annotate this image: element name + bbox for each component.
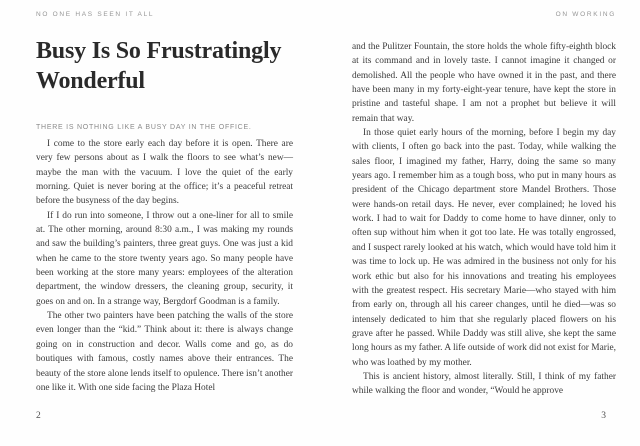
body-paragraph: and the Pulitzer Fountain, the store holds the whole fifty-eighth block at its command and in lovely taste. I cannot imagine it changed or demolished. All the people who have owned it in the past, and there have been many in my forty-eight-year tenure, have kept the store in pristine and tasteful shape. I am not a prophet but believe it will remain that way. [352, 42, 616, 124]
chapter-title-line-2: Wonderful [36, 68, 145, 94]
right-page [352, 0, 616, 446]
right-page-body [352, 40, 616, 399]
left-page [36, 0, 293, 446]
body-paragraph: In those quiet early hours of the morning, before I begin my day with clients, I often go back into the past. Today, while walking the sales floor, I imagined my father, Harry, doing the same so many years ago. I remember him as a tough boss, who put in many hours as president of the Chicago department store Mandel Brothers. Those were hands-on retail days. He never, ever complained; he loved his work. I had to wait for Daddy to come home to have dinner, only to often sup without him when it got too late. He was totally engrossed, and I suspect rarely looked at his watch, which would have told him it was time to lock up. He was admired in the business not only for his work ethic but also for his innovations and treating his employees with the greatest respect. His secretary Marie—who stayed with him from early on, through all his career changes, until he died—was so intensely dedicated to him that she regularly placed flowers on his grave after he passed. While Daddy was still alive, she kept the same long hours as my father. A life outside of work did not exist for Marie, who was loathed by my mother. [352, 128, 616, 368]
chapter-title [36, 36, 321, 96]
body-paragraph: This is ancient history, almost literally. Still, I think of my father while walking the floor and wonder, “Would he approve [352, 371, 616, 397]
left-page-body [36, 137, 293, 395]
body-paragraph: The other two painters have been patching the walls of the store even longer than the “kid.” Think about it: there is always change going on in construction and decor. Walls come and go, as do boutiques with famous, costly names above their entrances. The beauty of the store alone lends itself to opulence. There isn’t another one like it. With one side facing the Plaza Hotel [36, 311, 293, 393]
chapter-kicker: THERE IS NOTHING LIKE A BUSY DAY IN THE OFFICE. [36, 124, 252, 131]
page-number-right: 3 [601, 411, 606, 421]
body-paragraph: If I do run into someone, I throw out a one-liner for all to smile at. The other morning, around 8:30 a.m., I was making my rounds and saw the building’s painters, three great guys. One was just a kid when he came to the store twenty years ago. So many people have been working at the store many years: employees of the alteration department, the window dressers, the cleaning group, security, it goes on and on. In a strange way, Bergdorf Goodman is a family. [36, 210, 293, 307]
running-header-right: ON WORKING [555, 11, 616, 18]
chapter-title-line-1: Busy Is So Frustratingly [36, 38, 282, 64]
page-number-left: 2 [36, 411, 41, 421]
running-header-left: NO ONE HAS SEEN IT ALL [36, 11, 155, 18]
body-paragraph: I come to the store early each day before it is open. There are very few persons about as I walk the floors to see what’s new—maybe the man with the vacuum. I love the quiet of the early morning. Quiet is never boring at the office; it’s a peaceful retreat before the busyness of the day begins. [36, 139, 293, 207]
